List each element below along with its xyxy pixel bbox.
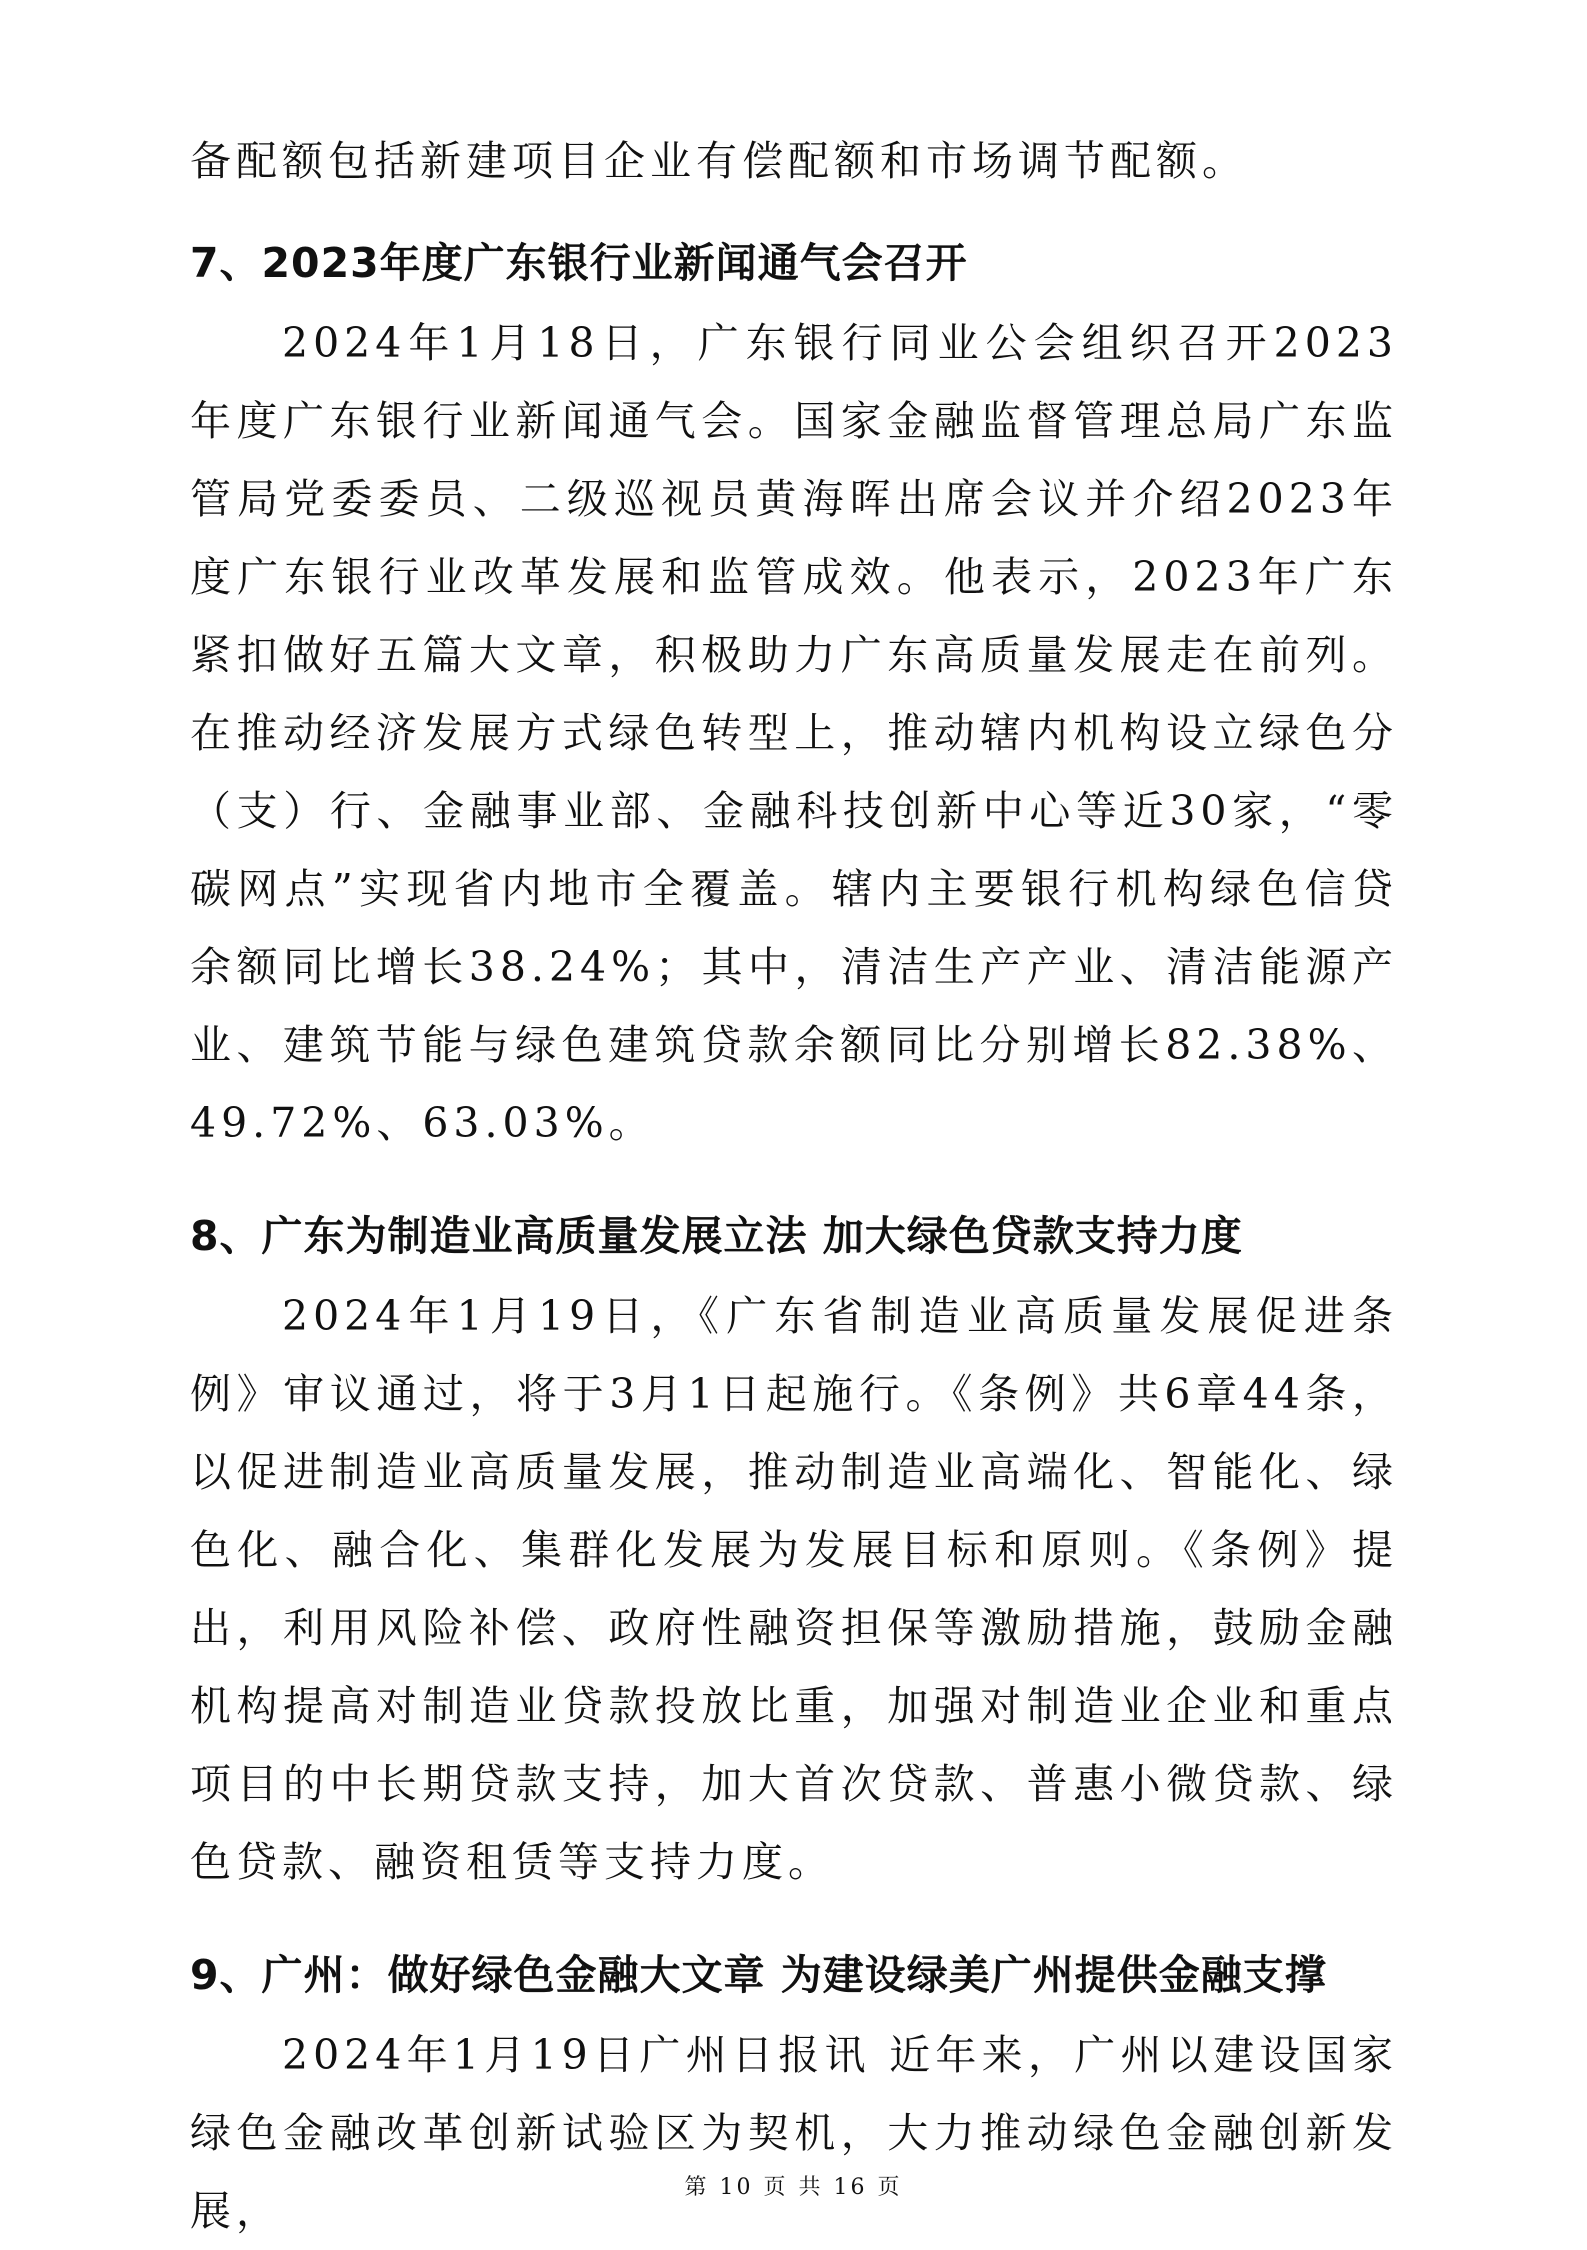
section-body-7: 2024年1月18日，广东银行同业公会组织召开2023年度广东银行业新闻通气会。国家金融监督管理总局广东监管局党委委员、二级巡视员黄海晖出席会议并介绍2023年度广东银行业改革发展和监管成效。他表示，2023年广东紧扣做好五篇大文章，积极助力广东高质量发展走在前列。在推动经济发展方式绿色转型上，推动辖内机构设立绿色分（支）行、金融事业部、金融科技创新中心等近30家，“零碳网点”实现省内地市全覆盖。辖内主要银行机构绿色信贷余额同比增长38.24%；其中，清洁生产产业、清洁能源产业、建筑节能与绿色建筑贷款余额同比分别增长82.38%、49.72%、63.03%。 — [190, 319, 1398, 1147]
section-heading-7: 7、2023年度广东银行业新闻通气会召开 — [190, 239, 968, 287]
section-heading-8: 8、广东为制造业高质量发展立法 加大绿色贷款支持力度 — [190, 1212, 1243, 1260]
section-body-9: 2024年1月19日广州日报讯 近年来，广州以建设国家绿色金融改革创新试验区为契机，大力推动绿色金融创新发展， — [190, 2031, 1398, 2235]
document-content — [190, 122, 1398, 2250]
section-body-8: 2024年1月19日，《广东省制造业高质量发展促进条例》审议通过，将于3月1日起施行。《条例》共6章44条，以促进制造业高质量发展，推动制造业高端化、智能化、绿色化、融合化、集群化发展为发展目标和原则。《条例》提出，利用风险补偿、政府性融资担保等激励措施，鼓励金融机构提高对制造业贷款投放比重，加强对制造业企业和重点项目的中长期贷款支持，加大首次贷款、普惠小微贷款、绿色贷款、融资租赁等支持力度。 — [190, 1292, 1398, 1886]
continuation-paragraph: 备配额包括新建项目企业有偿配额和市场调节配额。 — [190, 137, 1248, 185]
page-number-footer: 第 10 页 共 16 页 — [684, 2175, 903, 2200]
section-heading-9: 9、广州：做好绿色金融大文章 为建设绿美广州提供金融支撑 — [190, 1951, 1327, 1999]
